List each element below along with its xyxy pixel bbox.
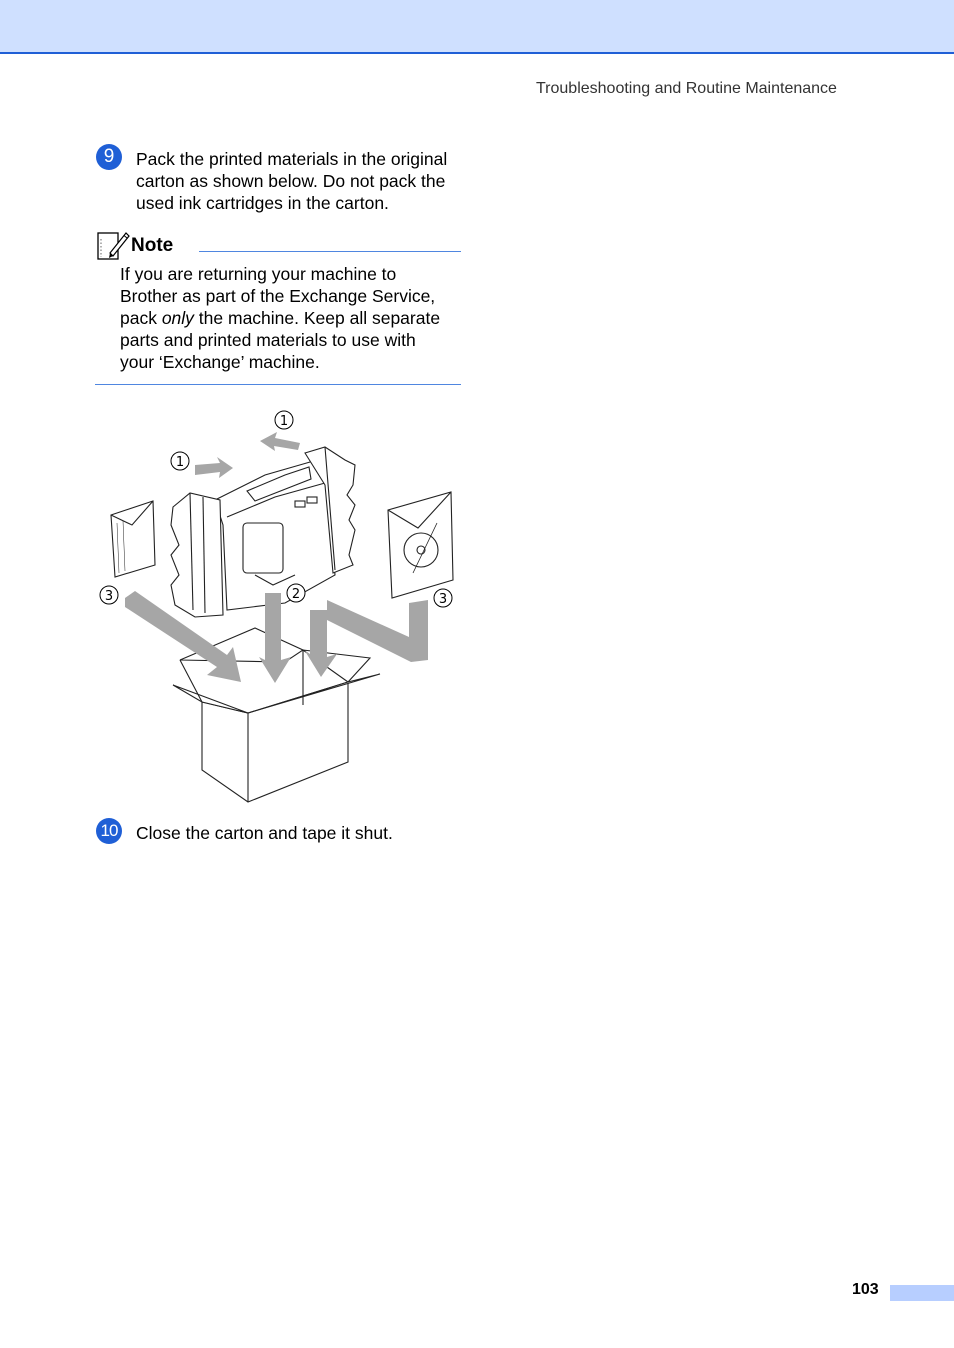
note-emphasis-only: only	[161, 308, 194, 328]
step-9-line-1: Pack the printed materials in the original	[136, 149, 448, 169]
note-bottom-divider	[95, 384, 461, 385]
page-tab-marker	[890, 1285, 954, 1301]
step-9-line-2: carton as shown below. Do not pack the	[136, 171, 446, 191]
note-body	[120, 263, 465, 373]
note-pad-icon	[96, 229, 130, 261]
note-line-4: parts and printed materials to use with	[120, 330, 416, 350]
note-line-5: your ‘Exchange’ machine.	[120, 352, 320, 372]
note-line-3-start: pack	[120, 308, 162, 328]
step-9-text	[136, 148, 447, 214]
top-header-band	[0, 0, 954, 54]
step-10-text	[136, 822, 393, 844]
right-cd-envelope	[388, 492, 453, 598]
note-line-3	[120, 307, 465, 329]
step-10-line-1: Close the carton and tape it shut.	[136, 823, 393, 843]
packing-illustration	[95, 405, 465, 805]
printer-in-packing	[215, 460, 335, 610]
left-documents-envelope	[111, 501, 155, 577]
callout-one-left-label: 1	[175, 455, 185, 470]
callout-one-top	[275, 411, 293, 429]
callout-one-top-label: 1	[279, 414, 289, 429]
callout-three-left-label: 3	[104, 589, 114, 604]
callout-two-label: 2	[291, 587, 301, 602]
callout-one-left	[171, 452, 189, 470]
note-title: Note	[131, 235, 174, 256]
callout-three-left	[100, 586, 118, 604]
page-number: 103	[852, 1281, 879, 1298]
callout-three-right-label: 3	[438, 592, 448, 607]
note-line-3-end: the machine. Keep all separate	[193, 308, 441, 328]
note-top-divider	[199, 251, 461, 252]
callout-three-right	[434, 589, 452, 607]
callout-two	[287, 584, 305, 602]
note-line-1: If you are returning your machine to	[120, 264, 397, 284]
left-foam-packing	[171, 493, 223, 617]
note-line-2: Brother as part of the Exchange Service,	[120, 286, 436, 306]
step-number-badge: 9	[96, 144, 122, 170]
step-9-line-3: used ink cartridges in the carton.	[136, 193, 389, 213]
step-number-badge: 10	[96, 818, 122, 844]
running-header: Troubleshooting and Routine Maintenance	[536, 80, 837, 97]
